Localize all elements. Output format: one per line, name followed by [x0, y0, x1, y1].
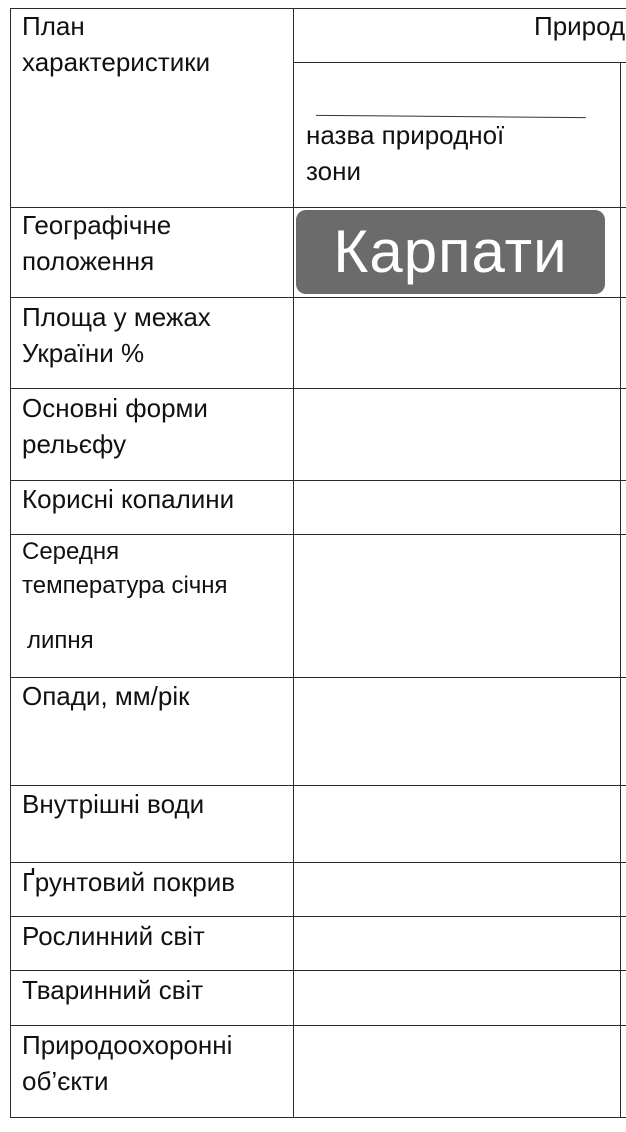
row-label-avg-temperature: Середня температура січня [22, 538, 228, 599]
table-border-bottom [10, 1117, 626, 1118]
zone-name-label: назва природної зони [306, 120, 505, 186]
row-label-precipitation: Опади, мм/рік [22, 681, 190, 711]
row-label-soil: Ґрунтовий покрив [22, 867, 236, 897]
zone-value-badge: Карпати [296, 210, 605, 294]
row-label-relief: Основні форми рельєфу [22, 393, 208, 459]
row-divider [10, 1025, 626, 1026]
header-divider [293, 62, 626, 63]
table-border-left [10, 8, 11, 1118]
row-divider [10, 388, 626, 389]
row-label-flora: Рослинний світ [22, 921, 205, 951]
row-label-geographic-position: Географічне положення [22, 210, 172, 276]
row-label-area: Площа у межах України % [22, 302, 211, 368]
nature-zones-header: Природ [534, 11, 626, 41]
row-label-fauna: Тваринний світ [22, 975, 204, 1005]
row-divider [10, 862, 626, 863]
plan-header-label: План характеристики [22, 11, 211, 77]
row-divider [10, 970, 626, 971]
row-label-july: липня [27, 627, 94, 654]
row-divider [10, 916, 626, 917]
column-divider-right [620, 62, 621, 1118]
row-label-inland-waters: Внутрішні води [22, 789, 205, 819]
row-label-minerals: Корисні копалини [22, 484, 235, 514]
column-divider [293, 8, 294, 1118]
row-divider [10, 297, 626, 298]
row-label-protected-objects: Природоохоронні об’єкти [22, 1030, 233, 1096]
